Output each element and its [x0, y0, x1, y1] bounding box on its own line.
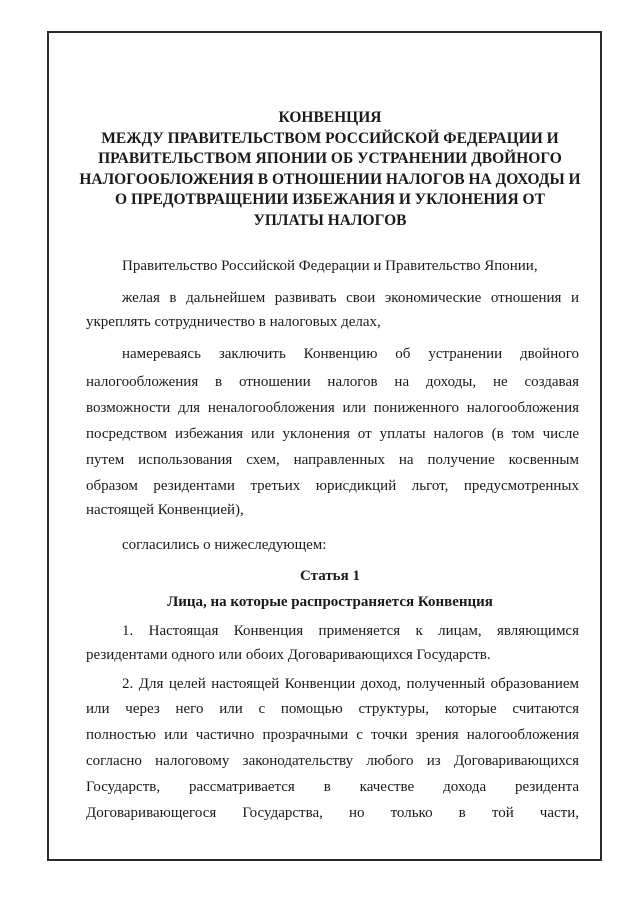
title-line: КОНВЕНЦИЯ [278, 109, 382, 126]
article-paragraph-line: Договаривающегося Государства, но только в той части, [86, 805, 579, 821]
title-line: О ПРЕДОТВРАЩЕНИИ ИЗБЕЖАНИЯ И УКЛОНЕНИЯ ОТ [115, 191, 545, 208]
preamble-desiring-line: желая в дальнейшем развивать свои экономические отношения и [122, 290, 579, 306]
preamble-intending-line: намереваясь заключить Конвенцию об устранении двойного [122, 346, 579, 362]
article-paragraph-line: полностью или частично прозрачными с точки зрения налогообложения [86, 727, 579, 743]
preamble-parties: Правительство Российской Федерации и Правительство Японии, [122, 258, 538, 274]
title-line: УПЛАТЫ НАЛОГОВ [253, 211, 407, 229]
article-paragraph-line: 1. Настоящая Конвенция применяется к лицам, являющимся [122, 623, 579, 639]
title-line: МЕЖДУ ПРАВИТЕЛЬСТВОМ РОССИЙСКОЙ ФЕДЕРАЦИИ И [101, 129, 559, 147]
preamble-agreed: согласились о нижеследующем: [122, 537, 327, 553]
preamble-intending-line: посредством избежания или уклонения от уплаты налогов (в том числе [86, 426, 579, 442]
article-heading: Лица, на которые распространяется Конвенция [167, 594, 493, 610]
article-paragraph-line: Государств, рассматривается в качестве дохода резидента [86, 779, 579, 795]
preamble-intending-line: путем использования схем, направленных на получение косвенным [86, 452, 579, 468]
preamble-intending-line: настоящей Конвенцией), [86, 502, 244, 518]
preamble-intending-line: налогообложения в отношении налогов на доходы, не создавая [86, 374, 579, 390]
article-paragraph-line: 2. Для целей настоящей Конвенции доход, полученный образованием [122, 676, 579, 692]
document-title [60, 108, 600, 231]
article-paragraph-line: или через него или с помощью структуры, которые считаются [86, 701, 579, 717]
title-line: НАЛОГООБЛОЖЕНИЯ В ОТНОШЕНИИ НАЛОГОВ НА ДОХОДЫ И [79, 170, 581, 188]
preamble-desiring-line: укреплять сотрудничество в налоговых делах, [86, 314, 381, 330]
preamble-intending-line: образом резидентами третьих юрисдикций льгот, предусмотренных [86, 478, 579, 494]
preamble-intending-line: возможности для неналогообложения или пониженного налогообложения [86, 400, 579, 416]
article-paragraph-line: резидентами одного или обоих Договаривающихся Государств. [86, 647, 491, 663]
article-number: Статья 1 [300, 568, 360, 584]
title-line: ПРАВИТЕЛЬСТВОМ ЯПОНИИ ОБ УСТРАНЕНИИ ДВОЙНОГО [98, 150, 562, 167]
article-paragraph-line: согласно налоговому законодательству любого из Договаривающихся [86, 753, 579, 769]
